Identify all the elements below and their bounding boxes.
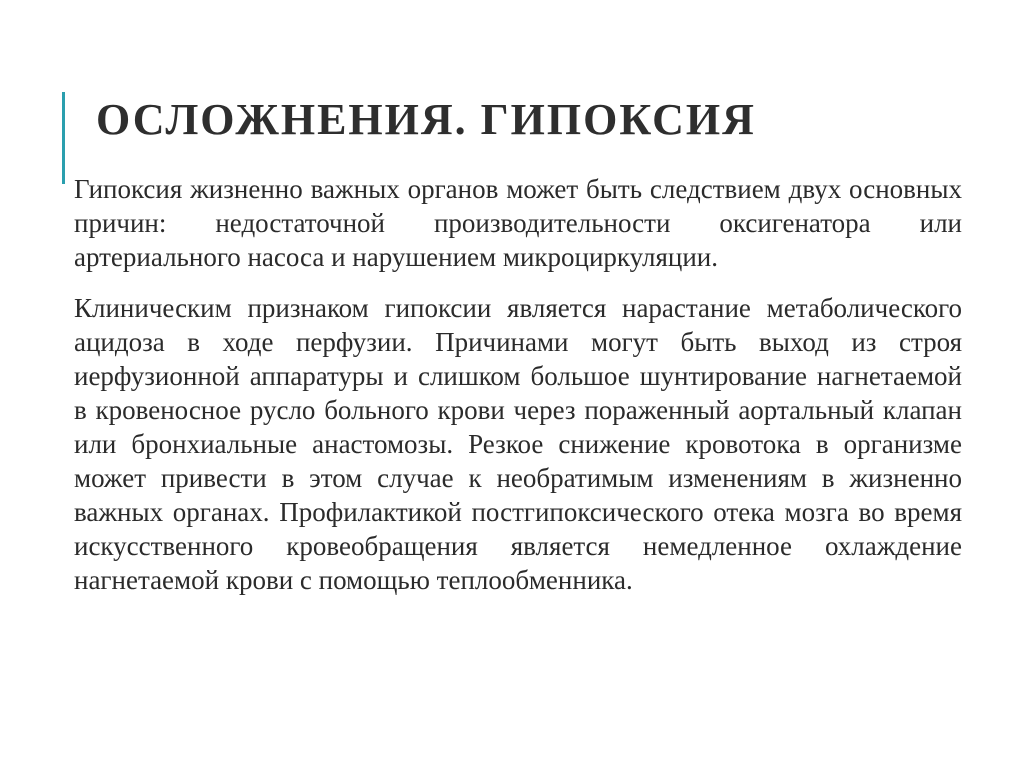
title-accent-bar <box>62 92 65 184</box>
slide-title: ОСЛОЖНЕНИЯ. ГИПОКСИЯ <box>96 95 756 144</box>
paragraph-clinical-signs: Клиническим признаком гипоксии является нарастание метаболического ацидоза в ходе перфузии. Причинами могут быть выход из строя иерфузионной аппаратуры и слишком большое шунтирование нагнетаемой в кровеносное русло больного крови через пораженный аортальный клапан или бронхиальные анастомозы. Резкое снижение кровотока в организме может привести в этом случае к необратимым изменениям в жизненно важных органах. Профилактикой постгипоксического отека мозга во время искусственного кровеобращения является немедленное охлаждение нагнетаемой крови с помощью теплообменника. <box>74 293 962 595</box>
paragraph-causes: Гипоксия жизненно важных органов может быть следствием двух основных причин: недостаточной производительности оксигенатора или артериального насоса и нарушением микроциркуляции. <box>74 174 962 272</box>
slide-body <box>74 172 962 597</box>
